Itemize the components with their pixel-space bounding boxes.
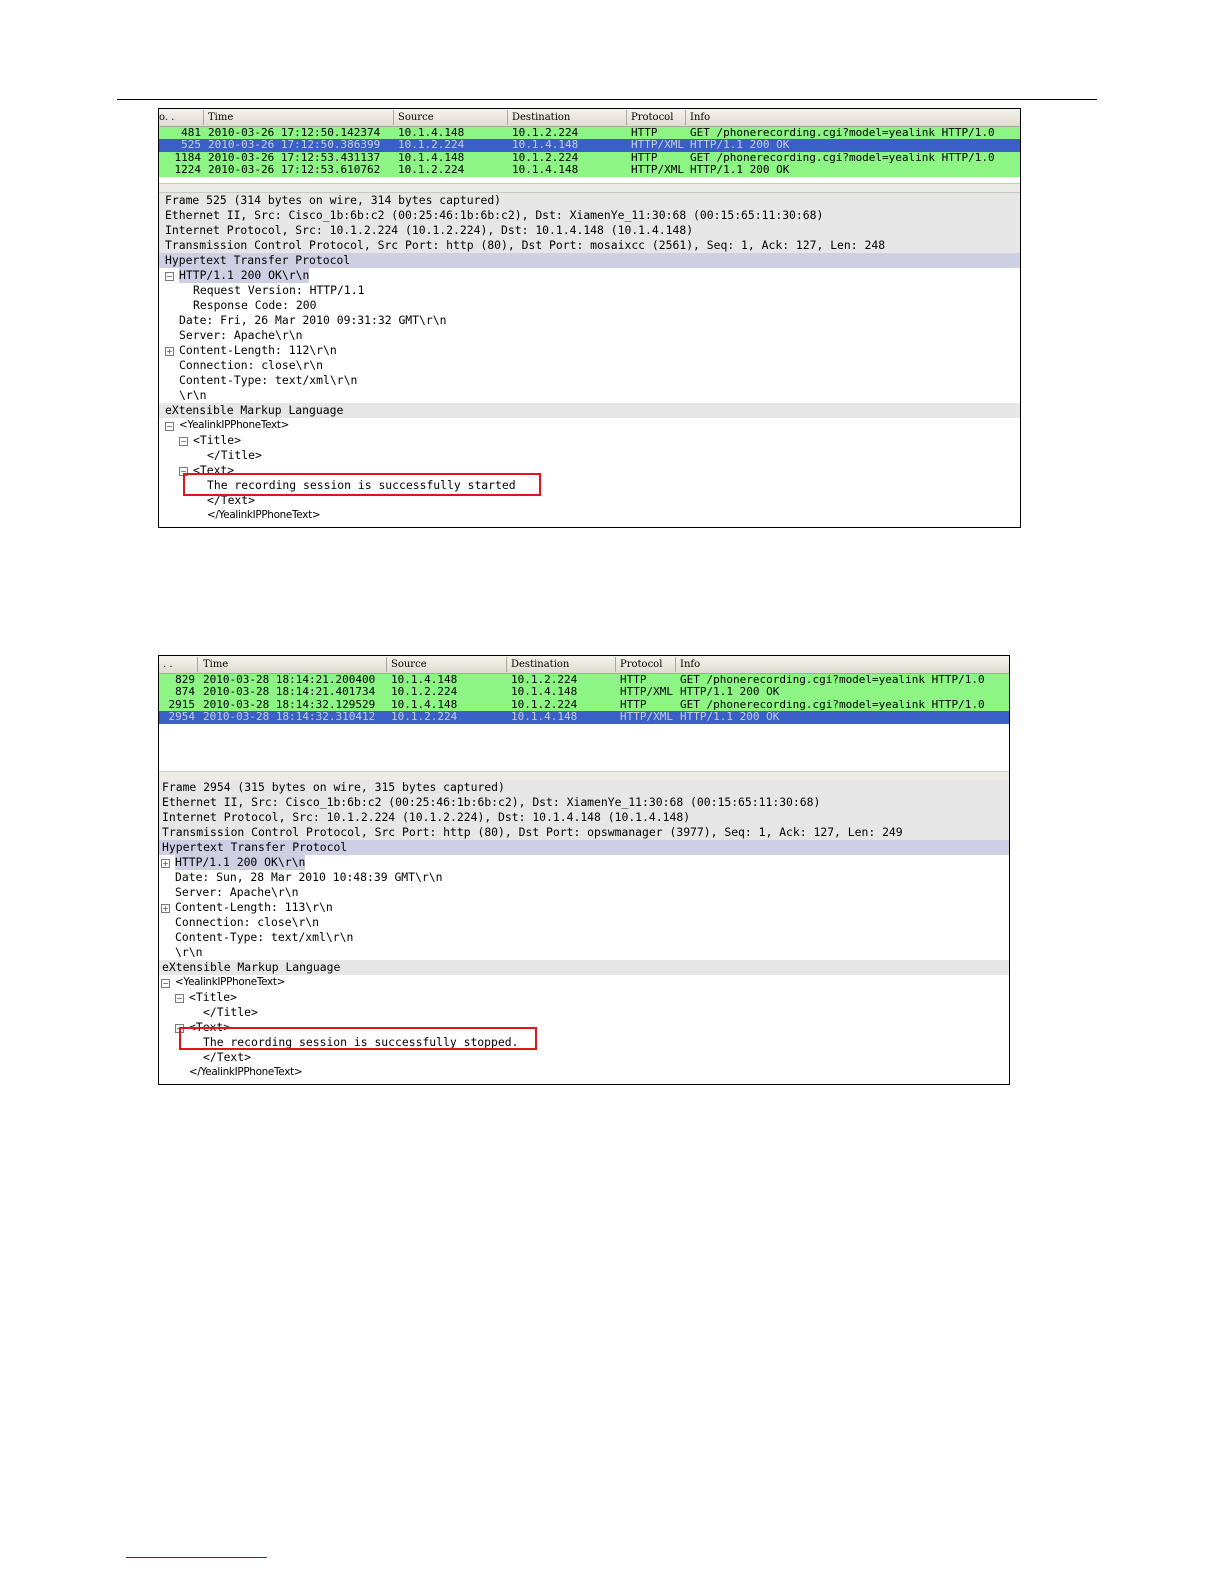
- detail-text: Ethernet II, Src: Cisco_1b:6b:c2 (00:25:46:1b:6b:c2), Dst: XiamenYe_11:30:68 (00:15:65:11:30:68): [162, 795, 821, 809]
- detail-tree-item[interactable]: [159, 975, 1009, 990]
- packet-time: 2010-03-28 18:14:32.310412: [203, 710, 376, 724]
- packet-dst: 10.1.2.224: [511, 673, 578, 686]
- packet-dst: 10.1.4.148: [512, 163, 579, 177]
- packet-time: 2010-03-26 17:12:53.431137: [208, 150, 381, 164]
- detail-text: HTTP/1.1 200 OK\r\n: [179, 268, 310, 282]
- packet-row[interactable]: [159, 711, 1009, 723]
- packet-number: 829: [175, 673, 195, 686]
- detail-text: <Title>: [189, 990, 238, 1004]
- detail-tree-item[interactable]: [159, 780, 1009, 795]
- packet-list: [159, 674, 1009, 724]
- detail-text: Internet Protocol, Src: 10.1.2.224 (10.1.2.224), Dst: 10.1.4.148 (10.1.4.148): [162, 810, 691, 824]
- packet-dst: 10.1.2.224: [511, 697, 578, 711]
- detail-text: Ethernet II, Src: Cisco_1b:6b:c2 (00:25:46:1b:6b:c2), Dst: XiamenYe_11:30:68 (00:15:65:11:30:68): [165, 208, 824, 222]
- detail-text: Hypertext Transfer Protocol: [165, 253, 351, 267]
- detail-text: Content-Length: 113\r\n: [175, 900, 333, 914]
- packet-dst: 10.1.2.224: [512, 150, 579, 164]
- detail-text: <Text>: [193, 463, 235, 477]
- packet-src: 10.1.4.148: [398, 126, 465, 139]
- packet-dst: 10.1.4.148: [512, 138, 579, 152]
- packet-dst: 10.1.4.148: [511, 685, 578, 699]
- packet-list-header: [159, 109, 1020, 127]
- detail-text: </YealinkIPPhoneText>: [189, 1066, 303, 1078]
- detail-text: <YealinkIPPhoneText>: [179, 419, 290, 431]
- detail-tree-item[interactable]: [159, 298, 1020, 313]
- detail-tree-item[interactable]: [159, 885, 1009, 900]
- packet-capture-window-stop: [158, 655, 1010, 1085]
- packet-proto: HTTP/XML: [620, 710, 673, 724]
- detail-tree-item[interactable]: [159, 840, 1009, 855]
- packet-proto: HTTP: [631, 150, 658, 164]
- detail-text: Date: Sun, 28 Mar 2010 10:48:39 GMT\r\n: [175, 870, 443, 884]
- detail-text: HTTP/1.1 200 OK\r\n: [175, 855, 306, 869]
- detail-tree-item[interactable]: [159, 990, 1009, 1005]
- packet-dst: 10.1.2.224: [512, 126, 579, 139]
- packet-time: 2010-03-26 17:12:53.610762: [208, 163, 381, 177]
- detail-tree-item[interactable]: [159, 870, 1009, 885]
- detail-tree-item[interactable]: [159, 358, 1020, 373]
- detail-text: Hypertext Transfer Protocol: [162, 840, 348, 854]
- packet-dst: 10.1.4.148: [511, 710, 578, 724]
- packet-time: 2010-03-28 18:14:32.129529: [203, 697, 376, 711]
- packet-number: 1184: [174, 150, 201, 164]
- detail-text: Connection: close\r\n: [179, 358, 324, 372]
- packet-proto: HTTP: [620, 673, 647, 686]
- collapse-icon[interactable]: −: [176, 1024, 183, 1033]
- detail-tree-item[interactable]: [159, 930, 1009, 945]
- column-header-no[interactable]: . .: [163, 659, 173, 670]
- packet-proto: HTTP/XML: [620, 685, 673, 699]
- detail-text: The recording session is successfully started: [207, 478, 516, 492]
- detail-tree-item[interactable]: [159, 448, 1020, 463]
- detail-tree-item[interactable]: [159, 810, 1009, 825]
- packet-number: 525: [181, 138, 201, 152]
- packet-time: 2010-03-28 18:14:21.401734: [203, 685, 376, 699]
- column-header-no[interactable]: o. .: [159, 112, 175, 123]
- collapse-icon[interactable]: −: [180, 437, 187, 446]
- packet-src: 10.1.2.224: [391, 685, 458, 699]
- pane-splitter[interactable]: [159, 183, 1020, 193]
- detail-text: Content-Type: text/xml\r\n: [179, 373, 358, 387]
- packet-proto: HTTP: [620, 697, 647, 711]
- packet-time: 2010-03-28 18:14:21.200400: [203, 673, 376, 686]
- detail-text: </Text>: [203, 1050, 252, 1064]
- packet-info: GET /phonerecording.cgi?model=yealink HTTP/1.0: [680, 697, 985, 711]
- packet-src: 10.1.2.224: [391, 710, 458, 724]
- detail-tree-item[interactable]: [159, 403, 1020, 418]
- packet-proto: HTTP/XML: [631, 138, 684, 152]
- packet-src: 10.1.2.224: [398, 138, 465, 152]
- detail-tree-item[interactable]: [159, 328, 1020, 343]
- detail-text: The recording session is successfully stopped.: [203, 1035, 519, 1049]
- detail-text: eXtensible Markup Language: [162, 960, 341, 974]
- packet-src: 10.1.4.148: [391, 697, 458, 711]
- detail-text: Date: Fri, 26 Mar 2010 09:31:32 GMT\r\n: [179, 313, 447, 327]
- detail-text: </Title>: [203, 1005, 258, 1019]
- packet-src: 10.1.4.148: [391, 673, 458, 686]
- detail-text: <YealinkIPPhoneText>: [175, 976, 286, 988]
- detail-text: </Text>: [207, 493, 256, 507]
- detail-tree-item[interactable]: [159, 855, 1009, 870]
- detail-tree-item[interactable]: [159, 960, 1009, 975]
- detail-tree-item[interactable]: [159, 283, 1020, 298]
- detail-text: Frame 2954 (315 bytes on wire, 315 bytes captured): [162, 780, 505, 794]
- detail-text: \r\n: [179, 388, 207, 402]
- detail-text: Server: Apache\r\n: [179, 328, 303, 342]
- detail-tree-item[interactable]: [159, 1005, 1009, 1020]
- detail-text: \r\n: [175, 945, 203, 959]
- detail-text: Internet Protocol, Src: 10.1.2.224 (10.1.2.224), Dst: 10.1.4.148 (10.1.4.148): [165, 223, 694, 237]
- packet-info: HTTP/1.1 200 OK: [680, 685, 780, 699]
- detail-tree-item[interactable]: [159, 223, 1020, 238]
- column-header-destination[interactable]: Destination: [511, 659, 570, 670]
- column-header-info[interactable]: Info: [690, 112, 711, 123]
- detail-text: Connection: close\r\n: [175, 915, 320, 929]
- column-header-time[interactable]: Time: [208, 112, 234, 123]
- detail-text: Transmission Control Protocol, Src Port: http (80), Dst Port: opswmanager (3977), Seq: 1, Ack: 127, Len: 249: [162, 825, 903, 839]
- detail-text: Server: Apache\r\n: [175, 885, 299, 899]
- packet-src: 10.1.4.148: [398, 150, 465, 164]
- collapse-icon[interactable]: −: [166, 422, 173, 431]
- detail-text: Content-Length: 112\r\n: [179, 343, 337, 357]
- packet-info: GET /phonerecording.cgi?model=yealink HTTP/1.0: [690, 126, 995, 139]
- detail-text: eXtensible Markup Language: [165, 403, 344, 417]
- packet-row[interactable]: [159, 686, 1009, 698]
- packet-src: 10.1.2.224: [398, 163, 465, 177]
- column-header-protocol[interactable]: Protocol: [620, 659, 663, 670]
- detail-tree-item[interactable]: [159, 373, 1020, 388]
- detail-tree-item[interactable]: [159, 900, 1009, 915]
- column-header-destination[interactable]: Destination: [512, 112, 571, 123]
- packet-number: 481: [181, 126, 201, 139]
- detail-text: Response Code: 200: [193, 298, 317, 312]
- collapse-icon[interactable]: −: [166, 272, 173, 281]
- detail-tree-item[interactable]: [159, 388, 1020, 403]
- packet-time: 2010-03-26 17:12:50.386399: [208, 138, 381, 152]
- detail-tree-item[interactable]: [159, 343, 1020, 358]
- page-header-rule: [117, 99, 1097, 100]
- column-header-source[interactable]: Source: [391, 659, 427, 670]
- packet-number: 874: [175, 685, 195, 699]
- detail-tree-item[interactable]: [159, 313, 1020, 328]
- detail-text: Content-Type: text/xml\r\n: [175, 930, 354, 944]
- highlight-box-started: [183, 473, 541, 496]
- packet-proto: HTTP/XML: [631, 163, 684, 177]
- detail-tree-item[interactable]: [159, 1050, 1009, 1065]
- packet-time: 2010-03-26 17:12:50.142374: [208, 126, 381, 139]
- detail-text: <Title>: [193, 433, 242, 447]
- collapse-icon[interactable]: −: [162, 979, 169, 988]
- detail-tree-item[interactable]: [159, 433, 1020, 448]
- packet-info: GET /phonerecording.cgi?model=yealink HTTP/1.0: [690, 150, 995, 164]
- column-header-time[interactable]: Time: [203, 659, 229, 670]
- expand-icon[interactable]: +: [162, 904, 169, 913]
- packet-number: 2954: [168, 710, 195, 724]
- footer-link-underline: [126, 1557, 267, 1558]
- detail-tree-item[interactable]: [159, 268, 1020, 283]
- expand-icon[interactable]: +: [166, 347, 173, 356]
- detail-tree-item[interactable]: [159, 238, 1020, 253]
- packet-info: GET /phonerecording.cgi?model=yealink HTTP/1.0: [680, 673, 985, 686]
- collapse-icon[interactable]: −: [176, 994, 183, 1003]
- packet-capture-window-start: [158, 108, 1021, 528]
- column-header-protocol[interactable]: Protocol: [631, 112, 674, 123]
- packet-info: HTTP/1.1 200 OK: [690, 138, 790, 152]
- packet-list: [159, 127, 1020, 177]
- detail-tree-item[interactable]: [159, 418, 1020, 433]
- detail-text: <Text>: [189, 1020, 231, 1034]
- detail-text: Request Version: HTTP/1.1: [193, 283, 365, 297]
- detail-tree-item[interactable]: [159, 508, 1020, 523]
- packet-row[interactable]: [159, 164, 1020, 176]
- packet-number: 2915: [168, 697, 195, 711]
- packet-row[interactable]: [159, 139, 1020, 151]
- detail-text: </Title>: [207, 448, 262, 462]
- detail-text: </YealinkIPPhoneText>: [207, 509, 321, 521]
- highlight-box-stopped: [179, 1027, 537, 1050]
- detail-tree-item[interactable]: [159, 253, 1020, 268]
- column-header-source[interactable]: Source: [398, 112, 434, 123]
- detail-tree-item[interactable]: [159, 193, 1020, 208]
- collapse-icon[interactable]: −: [180, 467, 187, 476]
- expand-icon[interactable]: +: [162, 859, 169, 868]
- detail-text: Frame 525 (314 bytes on wire, 314 bytes captured): [165, 193, 502, 207]
- detail-tree-item[interactable]: [159, 825, 1009, 840]
- packet-info: HTTP/1.1 200 OK: [690, 163, 790, 177]
- detail-tree-item[interactable]: [159, 945, 1009, 960]
- detail-tree-item[interactable]: [159, 208, 1020, 223]
- packet-proto: HTTP: [631, 126, 658, 139]
- detail-tree-item[interactable]: [159, 795, 1009, 810]
- packet-list-header: [159, 656, 1009, 674]
- detail-tree-item[interactable]: [159, 1065, 1009, 1080]
- packet-number: 1224: [174, 163, 201, 177]
- column-header-info[interactable]: Info: [680, 659, 701, 670]
- packet-info: HTTP/1.1 200 OK: [680, 710, 780, 724]
- detail-text: Transmission Control Protocol, Src Port: http (80), Dst Port: mosaixcc (2561), Seq: 1, Ack: 127, Len: 248: [165, 238, 886, 252]
- detail-tree-item[interactable]: [159, 915, 1009, 930]
